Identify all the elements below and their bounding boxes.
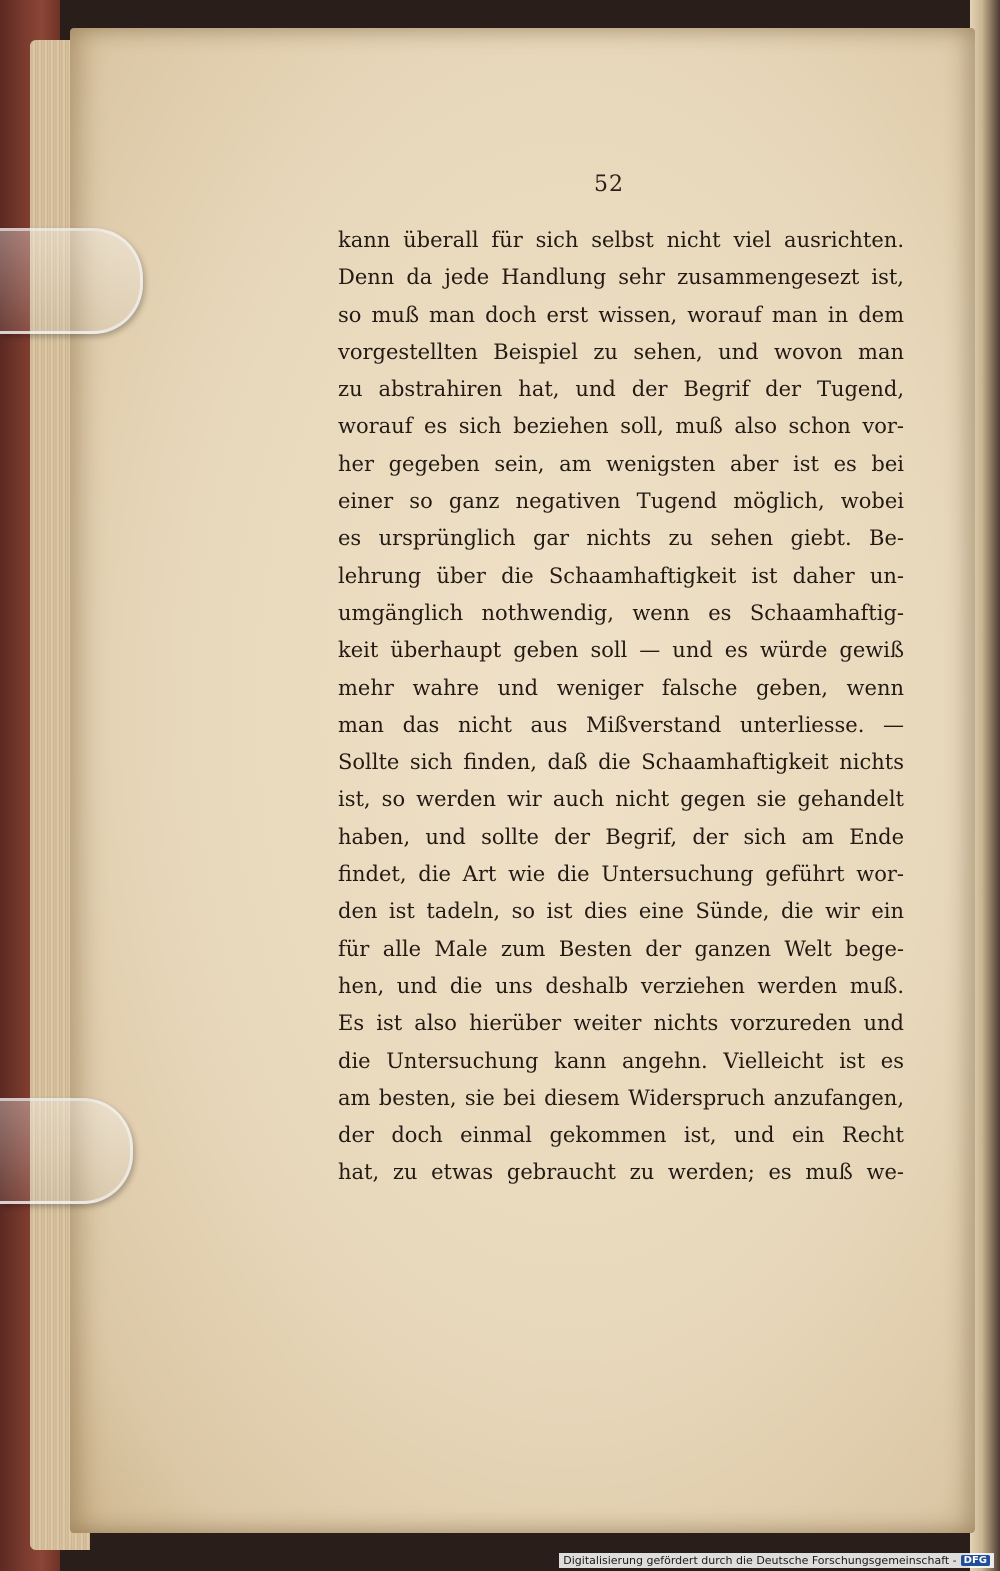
text-line: kann überall für sich selbst nicht viel ausrichten. <box>338 228 904 252</box>
text-line: es ursprünglich gar nichts zu sehen giebt. Be- <box>338 526 904 551</box>
text-line: hen, und die uns deshalb verziehen werden muß. <box>338 973 904 998</box>
text-line: einer so ganz negativen Tugend möglich, wobei <box>338 489 904 514</box>
page-clip-top <box>0 228 143 334</box>
text-line: am besten, sie bei diesem Widerspruch anzufangen, <box>338 1085 904 1110</box>
text-line: umgänglich nothwendig, wenn es Schaamhaftig- <box>338 600 904 625</box>
text-line: für alle Male zum Besten der ganzen Welt bege- <box>338 936 904 961</box>
text-line: hat, zu etwas gebraucht zu werden; es muß we- <box>338 1160 904 1185</box>
page-clip-bottom <box>0 1098 133 1204</box>
text-line: zu abstrahiren hat, und der Begrif der Tugend, <box>338 377 904 402</box>
dfg-logo: DFG <box>961 1555 990 1566</box>
text-line: keit überhaupt geben soll — und es würde gewiß <box>338 638 904 663</box>
text-line: Denn da jede Handlung sehr zusammengesezt ist, <box>338 265 904 290</box>
text-line: mehr wahre und weniger falsche geben, wenn <box>338 675 904 700</box>
text-line: die Untersuchung kann angehn. Vielleicht ist es <box>338 1048 904 1073</box>
text-line: vorgestellten Beispiel zu sehen, und wovon man <box>338 339 904 364</box>
page-number: 52 <box>594 172 624 197</box>
text-line: den ist tadeln, so ist dies eine Sünde, die wir ein <box>338 899 904 924</box>
text-line: Sollte sich finden, daß die Schaamhaftigkeit nichts <box>338 750 904 775</box>
text-line: so muß man doch erst wissen, worauf man in dem <box>338 302 904 327</box>
page-text <box>338 222 904 1192</box>
credit-text: Digitalisierung gefördert durch die Deutsche Forschungsgemeinschaft - <box>563 1554 957 1567</box>
text-line: lehrung über die Schaamhaftigkeit ist daher un- <box>338 563 904 588</box>
text-line: Es ist also hierüber weiter nichts vorzureden und <box>338 1011 904 1036</box>
text-line: her gegeben sein, am wenigsten aber ist es bei <box>338 451 904 476</box>
text-line: findet, die Art wie die Untersuchung geführt wor- <box>338 862 904 887</box>
text-line: haben, und sollte der Begrif, der sich am Ende <box>338 824 904 849</box>
text-line: ist, so werden wir auch nicht gegen sie gehandelt <box>338 787 904 812</box>
digitization-credit <box>559 1553 994 1568</box>
text-line: der doch einmal gekommen ist, und ein Recht <box>338 1123 904 1148</box>
text-line: worauf es sich beziehen soll, muß also schon vor- <box>338 414 904 439</box>
text-line: man das nicht aus Mißverstand unterliesse. — <box>338 712 904 737</box>
